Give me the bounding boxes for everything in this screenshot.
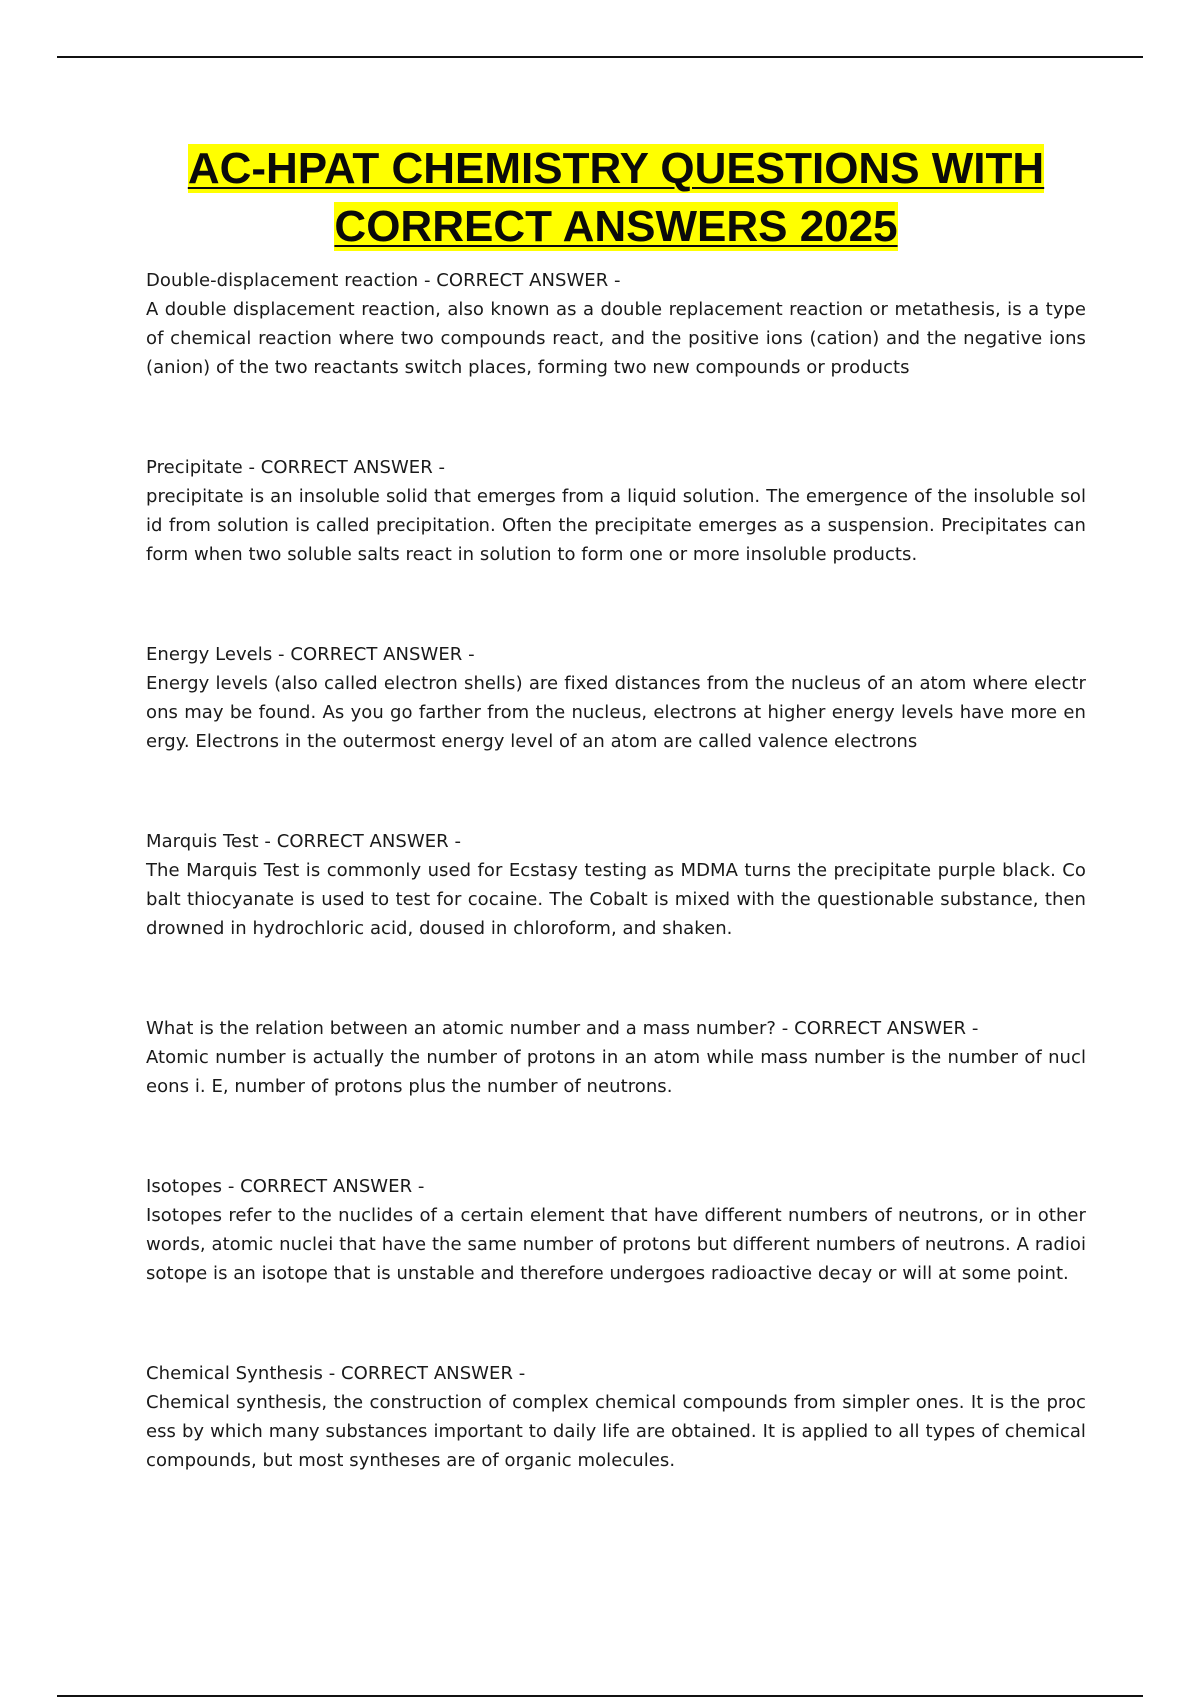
answer-text: precipitate is an insoluble solid that emerges from a liquid solution. The emergence of the insoluble solid from solution is called precipitation. Often the precipitate emerges as a suspension. Precipitates can form when two soluble salts react in solution to form one or more insoluble products. (146, 486, 1086, 565)
question-text: What is the relation between an atomic number and a mass number? - CORRECT ANSWER - (146, 1018, 979, 1039)
header-rule (57, 56, 1143, 58)
title-line-2: CORRECT ANSWERS 2025 (334, 202, 898, 251)
answer-text: Energy levels (also called electron shells) are fixed distances from the nucleus of an atom where electrons may be found. As you go farther from the nucleus, electrons at higher energy levels have more energy. Electrons in the outermost energy level of an atom are called valence electrons (146, 673, 1086, 752)
question-text: Isotopes - CORRECT ANSWER - (146, 1176, 425, 1197)
question-text: Chemical Synthesis - CORRECT ANSWER - (146, 1363, 526, 1384)
answer-text: The Marquis Test is commonly used for Ecstasy testing as MDMA turns the precipitate purple black. Cobalt thiocyanate is used to test for cocaine. The Cobalt is mixed with the questionable substance, then drowned in hydrochloric acid, doused in chloroform, and shaken. (146, 860, 1086, 939)
answer-text: A double displacement reaction, also known as a double replacement reaction or metathesis, is a type of chemical reaction where two compounds react, and the positive ions (cation) and the negative ions (anion) of the two reactants switch places, forming two new compounds or products (146, 299, 1086, 378)
question-text: Marquis Test - CORRECT ANSWER - (146, 831, 462, 852)
qa-item-energy-levels (146, 640, 1086, 756)
question-text: Precipitate - CORRECT ANSWER - (146, 457, 446, 478)
answer-text: Isotopes refer to the nuclides of a certain element that have different numbers of neutrons, or in other words, atomic nuclei that have the same number of protons but different numbers of neutrons. A radioisotope is an isotope that is unstable and therefore undergoes radioactive decay or will at some point. (146, 1205, 1086, 1284)
qa-item-chemical-synthesis (146, 1359, 1086, 1475)
qa-item-double-displacement (146, 266, 1086, 382)
title-line-1: AC-HPAT CHEMISTRY QUESTIONS WITH (187, 144, 1045, 193)
answer-text: Atomic number is actually the number of protons in an atom while mass number is the number of nucleons i. E, number of protons plus the number of neutrons. (146, 1047, 1086, 1097)
qa-item-atomic-mass-number (146, 1014, 1086, 1101)
footer-rule (57, 1695, 1143, 1697)
qa-item-marquis-test (146, 827, 1086, 943)
question-text: Double-displacement reaction - CORRECT ANSWER - (146, 270, 621, 291)
document-title (146, 140, 1086, 256)
qa-item-precipitate (146, 453, 1086, 569)
answer-text: Chemical synthesis, the construction of complex chemical compounds from simpler ones. It is the process by which many substances important to daily life are obtained. It is applied to all types of chemical compounds, but most syntheses are of organic molecules. (146, 1392, 1086, 1471)
question-text: Energy Levels - CORRECT ANSWER - (146, 644, 475, 665)
qa-item-isotopes (146, 1172, 1086, 1288)
document-page (146, 140, 1086, 1546)
